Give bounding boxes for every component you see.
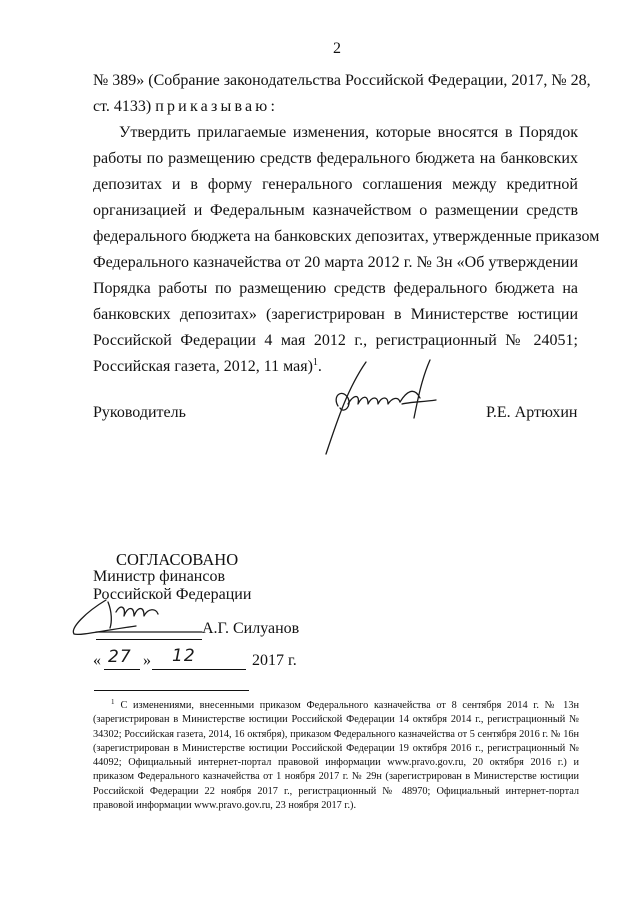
date-close-quote-wrap [143,652,151,670]
paragraph-line: Порядка работы по размещению средств федерального бюджета на [93,280,578,297]
intro-citation: ст. 4133) [93,98,152,115]
head-position: Руководитель [93,404,186,421]
date-day-line [104,669,140,670]
footnote-reference: 1 [312,357,318,368]
paragraph-line: работы по размещению средств федерального бюджета на банковских [93,150,578,167]
date-month-line [152,669,246,670]
order-word: приказываю: [155,98,279,115]
footnote [93,699,579,813]
paragraph-line: депозитах и в форму генерального соглашения между кредитной [93,176,578,193]
date-year: 2017 г. [252,652,297,669]
approval-heading: СОГЛАСОВАНО [116,550,239,569]
date-day: 27 [108,647,132,667]
date-open-quote: « [93,652,101,669]
paragraph-last-line: Российская газета, 2012, 11 мая)$^1$. [93,357,322,375]
paragraph-line: банковских депозитах» (зарегистрирован в Министерстве юстиции [93,306,578,323]
paragraph-line: Российской Федерации 4 мая 2012 г., регистрационный № 24051; [93,332,578,349]
paragraph-line: федерального бюджета на банковских депозитах, утвержденные приказом [93,228,600,245]
head-signature [318,358,438,458]
footnote-text: С изменениями, внесенными приказом Федерального казначейства от 8 сентября 2014 г. № 13н (зарегистрирован в Министерстве юстиции Российской Федерации 14 октября 2014 г., регистрационный № 34302; Российская газета, 2014, 16 октября), приказом Федерального казначейства от 5 сентября 2016 г. № 16н (зарегистрирован в Министерстве юстиции Российской Федерации 19 октября 2016 г., регистрационный № 44092; Официальный интернет-портал правовой информации www.pravo.gov.ru, 20 октября 2016 г.) и приказом Федерального казначейства от 1 ноября 2017 г. № 29н (зарегистрирован в Министерстве юстиции Российской Федерации 22 ноября 2017 г., регистрационный № 48970; Официальный интернет-портал правовой информации www.pravo.gov.ru, 23 ноября 2017 г.). [93,700,579,812]
approval-date [93,652,101,670]
intro-line-1: № 389» (Собрание законодательства Российской Федерации, 2017, № 28, [93,72,591,89]
date-close-quote: » [143,652,151,669]
head-name: Р.Е. Артюхин [486,404,578,421]
minister-title: Министр финансов [93,568,226,585]
minister-name: А.Г. Силуанов [202,620,300,637]
paragraph-line: Российская газета, 2012, 11 мая) [93,358,313,375]
footnote-separator [94,690,249,691]
date-month: 12 [172,646,196,666]
paragraph-line: Федерального казначейства от 20 марта 2012 г. № 3н «Об утверждении [93,254,578,271]
minister-country: Российской Федерации [93,586,252,603]
footnote-number: 1 [111,698,115,706]
paragraph-line: Утвердить прилагаемые изменения, которые вносятся в Порядок [119,124,578,141]
minister-signature-line [96,639,202,640]
minister-signature [66,592,206,638]
page-number: 2 [333,40,341,57]
paragraph-line: организацией и Федеральным казначейством о размещении средств [93,202,578,219]
intro-line-2 [93,98,278,116]
